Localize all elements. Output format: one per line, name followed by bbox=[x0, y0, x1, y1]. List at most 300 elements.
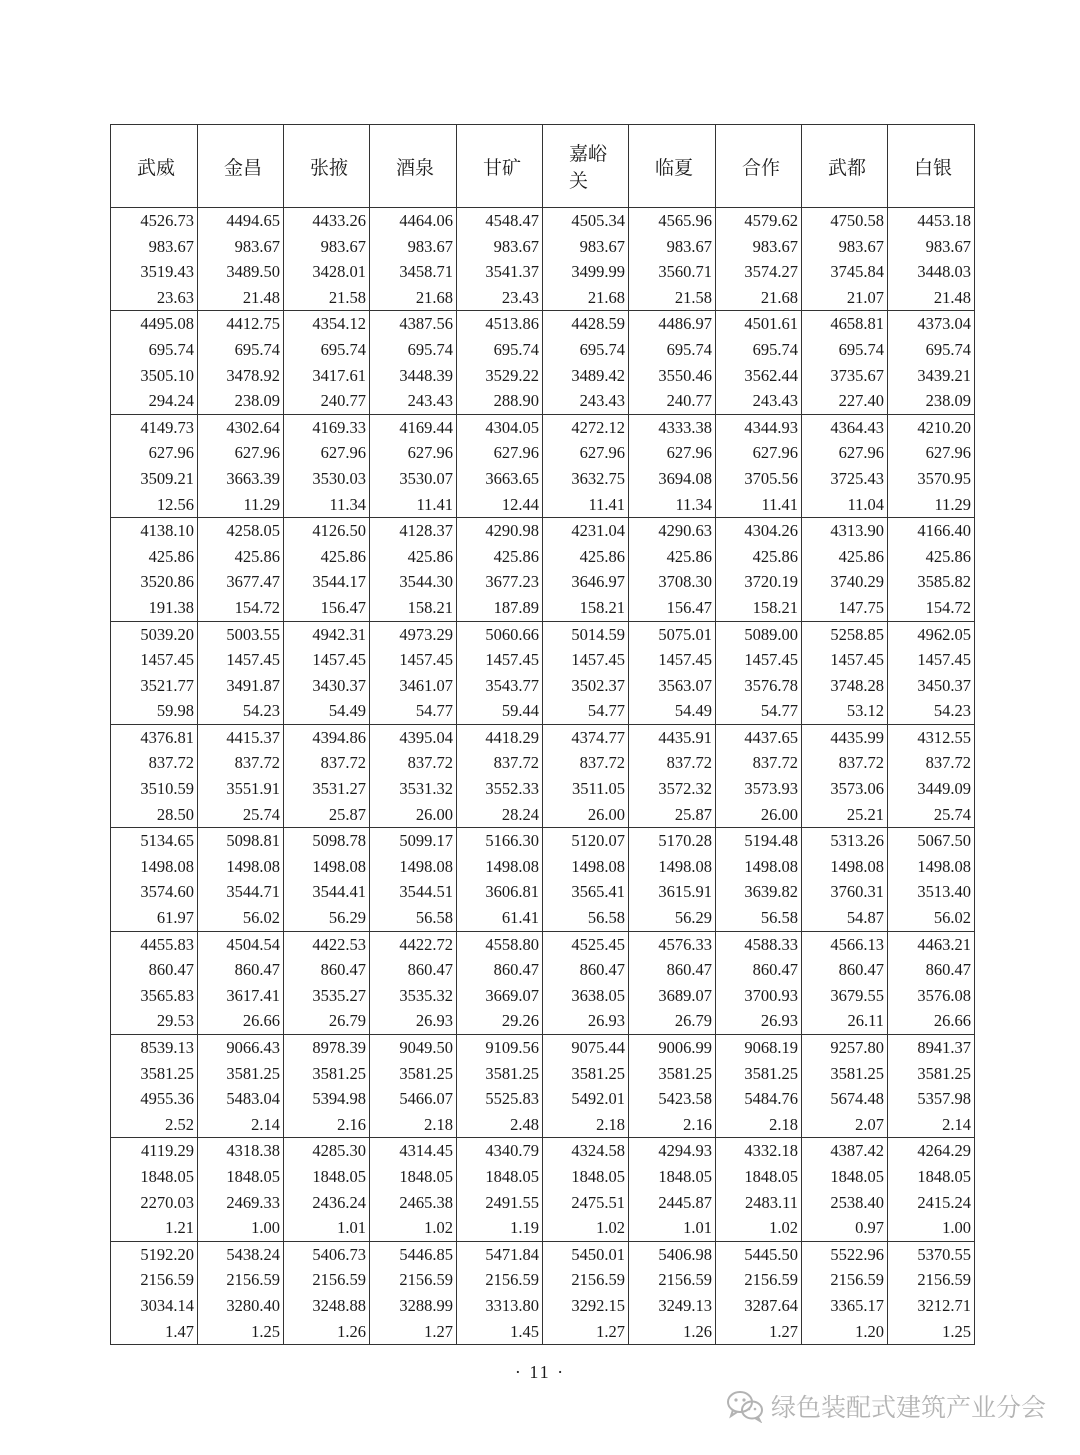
table-cell: 3725.43 bbox=[802, 466, 888, 492]
table-cell: 3638.05 bbox=[543, 983, 629, 1009]
table-cell: 5406.98 bbox=[629, 1241, 716, 1267]
table-row bbox=[111, 854, 975, 880]
table-cell: 5445.50 bbox=[716, 1241, 802, 1267]
table-cell: 5258.85 bbox=[802, 621, 888, 647]
wechat-icon bbox=[725, 1389, 765, 1423]
table-cell: 23.63 bbox=[111, 285, 198, 311]
table-cell: 3489.42 bbox=[543, 363, 629, 389]
table-row bbox=[111, 388, 975, 414]
table-cell: 21.07 bbox=[802, 285, 888, 311]
table-cell: 3509.21 bbox=[111, 466, 198, 492]
table-cell: 3288.99 bbox=[370, 1293, 457, 1319]
table-cell: 4258.05 bbox=[198, 518, 284, 544]
table-row bbox=[111, 1319, 975, 1345]
table-cell: 3489.50 bbox=[198, 259, 284, 285]
table-row bbox=[111, 879, 975, 905]
table-cell: 3581.25 bbox=[284, 1061, 370, 1087]
table-cell: 26.00 bbox=[543, 802, 629, 828]
table-cell: 4312.55 bbox=[888, 724, 975, 750]
table-cell: 4354.12 bbox=[284, 311, 370, 337]
table-cell: 26.79 bbox=[284, 1008, 370, 1034]
table-cell: 3705.56 bbox=[716, 466, 802, 492]
table-cell: 4435.91 bbox=[629, 724, 716, 750]
table-cell: 4324.58 bbox=[543, 1138, 629, 1164]
table-cell: 9049.50 bbox=[370, 1035, 457, 1061]
table-cell: 3520.86 bbox=[111, 569, 198, 595]
table-cell: 1457.45 bbox=[457, 647, 543, 673]
table-cell: 4272.12 bbox=[543, 414, 629, 440]
table-cell: 3581.25 bbox=[543, 1061, 629, 1087]
table-cell: 4304.26 bbox=[716, 518, 802, 544]
table-cell: 2.07 bbox=[802, 1112, 888, 1138]
table-cell: 12.44 bbox=[457, 492, 543, 518]
table-cell: 837.72 bbox=[888, 750, 975, 776]
table-cell: 3740.29 bbox=[802, 569, 888, 595]
table-cell: 4304.05 bbox=[457, 414, 543, 440]
table-cell: 2491.55 bbox=[457, 1190, 543, 1216]
table-cell: 4332.18 bbox=[716, 1138, 802, 1164]
table-cell: 5120.07 bbox=[543, 828, 629, 854]
table-cell: 3531.27 bbox=[284, 776, 370, 802]
column-header: 甘矿 bbox=[457, 125, 543, 208]
table-cell: 4374.77 bbox=[543, 724, 629, 750]
table-row bbox=[111, 595, 975, 621]
table-cell: 983.67 bbox=[716, 234, 802, 260]
table-cell: 4486.97 bbox=[629, 311, 716, 337]
table-cell: 837.72 bbox=[198, 750, 284, 776]
table-row bbox=[111, 466, 975, 492]
table-cell: 4412.75 bbox=[198, 311, 284, 337]
table-cell: 425.86 bbox=[111, 544, 198, 570]
table-row bbox=[111, 440, 975, 466]
table-row bbox=[111, 311, 975, 337]
table-header-row bbox=[111, 125, 975, 208]
table-cell: 3365.17 bbox=[802, 1293, 888, 1319]
table-cell: 3491.87 bbox=[198, 673, 284, 699]
table-cell: 3581.25 bbox=[629, 1061, 716, 1087]
table-cell: 158.21 bbox=[370, 595, 457, 621]
table-row bbox=[111, 1035, 975, 1061]
table-cell: 4433.26 bbox=[284, 208, 370, 234]
table-cell: 627.96 bbox=[716, 440, 802, 466]
table-cell: 26.93 bbox=[716, 1008, 802, 1034]
table-cell: 1.02 bbox=[370, 1215, 457, 1241]
table-cell: 3531.32 bbox=[370, 776, 457, 802]
table-cell: 4658.81 bbox=[802, 311, 888, 337]
table-cell: 860.47 bbox=[370, 957, 457, 983]
table-row bbox=[111, 208, 975, 234]
table-cell: 5166.30 bbox=[457, 828, 543, 854]
table-cell: 860.47 bbox=[716, 957, 802, 983]
table-cell: 5098.81 bbox=[198, 828, 284, 854]
table-cell: 4501.61 bbox=[716, 311, 802, 337]
table-cell: 26.00 bbox=[370, 802, 457, 828]
table-row bbox=[111, 802, 975, 828]
table-cell: 2.14 bbox=[888, 1112, 975, 1138]
table-cell: 3677.23 bbox=[457, 569, 543, 595]
table-cell: 1498.08 bbox=[370, 854, 457, 880]
table-cell: 860.47 bbox=[198, 957, 284, 983]
table-cell: 4973.29 bbox=[370, 621, 457, 647]
table-cell: 4955.36 bbox=[111, 1086, 198, 1112]
table-cell: 5194.48 bbox=[716, 828, 802, 854]
table-cell: 3663.39 bbox=[198, 466, 284, 492]
table-cell: 54.77 bbox=[716, 698, 802, 724]
table-cell: 2436.24 bbox=[284, 1190, 370, 1216]
table-cell: 860.47 bbox=[888, 957, 975, 983]
table-cell: 54.49 bbox=[284, 698, 370, 724]
table-cell: 8941.37 bbox=[888, 1035, 975, 1061]
table-cell: 25.74 bbox=[198, 802, 284, 828]
table-cell: 4128.37 bbox=[370, 518, 457, 544]
table-cell: 2.52 bbox=[111, 1112, 198, 1138]
table-cell: 3565.83 bbox=[111, 983, 198, 1009]
table-cell: 240.77 bbox=[284, 388, 370, 414]
table-cell: 1498.08 bbox=[802, 854, 888, 880]
table-cell: 158.21 bbox=[543, 595, 629, 621]
table-cell: 3511.05 bbox=[543, 776, 629, 802]
table-cell: 5060.66 bbox=[457, 621, 543, 647]
table-cell: 983.67 bbox=[629, 234, 716, 260]
table-cell: 1848.05 bbox=[802, 1164, 888, 1190]
table-cell: 3694.08 bbox=[629, 466, 716, 492]
table-cell: 21.48 bbox=[888, 285, 975, 311]
table-cell: 3585.82 bbox=[888, 569, 975, 595]
table-row bbox=[111, 1138, 975, 1164]
table-cell: 29.53 bbox=[111, 1008, 198, 1034]
table-cell: 9075.44 bbox=[543, 1035, 629, 1061]
table-cell: 26.11 bbox=[802, 1008, 888, 1034]
table-cell: 4344.93 bbox=[716, 414, 802, 440]
table-cell: 837.72 bbox=[543, 750, 629, 776]
table-cell: 1498.08 bbox=[543, 854, 629, 880]
table-cell: 2.48 bbox=[457, 1112, 543, 1138]
table-cell: 2483.11 bbox=[716, 1190, 802, 1216]
table-cell: 4428.59 bbox=[543, 311, 629, 337]
table-cell: 425.86 bbox=[716, 544, 802, 570]
table-cell: 3689.07 bbox=[629, 983, 716, 1009]
table-cell: 3720.19 bbox=[716, 569, 802, 595]
table-cell: 147.75 bbox=[802, 595, 888, 621]
table-cell: 695.74 bbox=[888, 337, 975, 363]
table-cell: 4576.33 bbox=[629, 931, 716, 957]
table-cell: 4942.31 bbox=[284, 621, 370, 647]
table-cell: 627.96 bbox=[111, 440, 198, 466]
table-cell: 3529.22 bbox=[457, 363, 543, 389]
table-cell: 54.23 bbox=[198, 698, 284, 724]
table-cell: 56.02 bbox=[888, 905, 975, 931]
table-cell: 425.86 bbox=[284, 544, 370, 570]
table-cell: 4294.93 bbox=[629, 1138, 716, 1164]
table-cell: 3544.71 bbox=[198, 879, 284, 905]
table-cell: 2156.59 bbox=[111, 1267, 198, 1293]
table-cell: 2538.40 bbox=[802, 1190, 888, 1216]
table-cell: 238.09 bbox=[198, 388, 284, 414]
table-cell: 4962.05 bbox=[888, 621, 975, 647]
table-cell: 288.90 bbox=[457, 388, 543, 414]
table-cell: 3541.37 bbox=[457, 259, 543, 285]
table-cell: 3563.07 bbox=[629, 673, 716, 699]
table-row bbox=[111, 544, 975, 570]
table-cell: 5313.26 bbox=[802, 828, 888, 854]
table-cell: 4548.47 bbox=[457, 208, 543, 234]
table-cell: 243.43 bbox=[716, 388, 802, 414]
table-cell: 3034.14 bbox=[111, 1293, 198, 1319]
table-cell: 3581.25 bbox=[802, 1061, 888, 1087]
table-cell: 983.67 bbox=[111, 234, 198, 260]
table-cell: 1457.45 bbox=[284, 647, 370, 673]
table-cell: 9257.80 bbox=[802, 1035, 888, 1061]
table-cell: 5446.85 bbox=[370, 1241, 457, 1267]
watermark-text: 绿色装配式建筑产业分会 bbox=[770, 1393, 1046, 1422]
table-cell: 1848.05 bbox=[716, 1164, 802, 1190]
table-cell: 5394.98 bbox=[284, 1086, 370, 1112]
table-row bbox=[111, 492, 975, 518]
table-cell: 2270.03 bbox=[111, 1190, 198, 1216]
table-cell: 3760.31 bbox=[802, 879, 888, 905]
table-cell: 2156.59 bbox=[629, 1267, 716, 1293]
table-cell: 54.49 bbox=[629, 698, 716, 724]
table-cell: 1498.08 bbox=[457, 854, 543, 880]
table-cell: 26.66 bbox=[198, 1008, 284, 1034]
table-cell: 4340.79 bbox=[457, 1138, 543, 1164]
table-cell: 1848.05 bbox=[543, 1164, 629, 1190]
table-cell: 3550.46 bbox=[629, 363, 716, 389]
table-cell: 2156.59 bbox=[802, 1267, 888, 1293]
table-row bbox=[111, 1008, 975, 1034]
table-cell: 425.86 bbox=[543, 544, 629, 570]
table-cell: 21.48 bbox=[198, 285, 284, 311]
table-cell: 3646.97 bbox=[543, 569, 629, 595]
table-cell: 25.87 bbox=[629, 802, 716, 828]
table-cell: 156.47 bbox=[284, 595, 370, 621]
table-cell: 8978.39 bbox=[284, 1035, 370, 1061]
table-cell: 154.72 bbox=[198, 595, 284, 621]
table-cell: 2.18 bbox=[370, 1112, 457, 1138]
table-row bbox=[111, 983, 975, 1009]
column-header: 武都 bbox=[802, 125, 888, 208]
table-cell: 1848.05 bbox=[198, 1164, 284, 1190]
table-row bbox=[111, 1241, 975, 1267]
table-cell: 3573.93 bbox=[716, 776, 802, 802]
table-cell: 1.45 bbox=[457, 1319, 543, 1345]
table-cell: 1.26 bbox=[629, 1319, 716, 1345]
table-cell: 4169.44 bbox=[370, 414, 457, 440]
table-cell: 695.74 bbox=[716, 337, 802, 363]
table-cell: 1.00 bbox=[198, 1215, 284, 1241]
table-cell: 26.79 bbox=[629, 1008, 716, 1034]
table-row bbox=[111, 828, 975, 854]
table-cell: 56.02 bbox=[198, 905, 284, 931]
table-cell: 5471.84 bbox=[457, 1241, 543, 1267]
table-body bbox=[111, 208, 975, 1345]
table-cell: 26.93 bbox=[543, 1008, 629, 1034]
table-cell: 4314.45 bbox=[370, 1138, 457, 1164]
table-cell: 1.00 bbox=[888, 1215, 975, 1241]
table-cell: 54.23 bbox=[888, 698, 975, 724]
table-cell: 4558.80 bbox=[457, 931, 543, 957]
table-row bbox=[111, 621, 975, 647]
table-cell: 4453.18 bbox=[888, 208, 975, 234]
column-header: 金昌 bbox=[198, 125, 284, 208]
table-cell: 3572.32 bbox=[629, 776, 716, 802]
table-cell: 4290.98 bbox=[457, 518, 543, 544]
table-cell: 1498.08 bbox=[888, 854, 975, 880]
column-header: 嘉峪关 bbox=[543, 125, 629, 208]
table-cell: 3700.93 bbox=[716, 983, 802, 1009]
table-cell: 860.47 bbox=[543, 957, 629, 983]
table-cell: 3617.41 bbox=[198, 983, 284, 1009]
table-cell: 187.89 bbox=[457, 595, 543, 621]
table-row bbox=[111, 647, 975, 673]
table-cell: 1848.05 bbox=[111, 1164, 198, 1190]
table-cell: 25.21 bbox=[802, 802, 888, 828]
table-cell: 3708.30 bbox=[629, 569, 716, 595]
table-cell: 695.74 bbox=[629, 337, 716, 363]
table-cell: 5075.01 bbox=[629, 621, 716, 647]
column-header: 合作 bbox=[716, 125, 802, 208]
table-cell: 4333.38 bbox=[629, 414, 716, 440]
table-cell: 4290.63 bbox=[629, 518, 716, 544]
table-row bbox=[111, 569, 975, 595]
table-cell: 3576.78 bbox=[716, 673, 802, 699]
table-cell: 1.01 bbox=[284, 1215, 370, 1241]
table-cell: 2156.59 bbox=[457, 1267, 543, 1293]
column-header: 酒泉 bbox=[370, 125, 457, 208]
table-cell: 3458.71 bbox=[370, 259, 457, 285]
table-cell: 695.74 bbox=[802, 337, 888, 363]
table-cell: 158.21 bbox=[716, 595, 802, 621]
table-cell: 3663.65 bbox=[457, 466, 543, 492]
table-cell: 4376.81 bbox=[111, 724, 198, 750]
table-cell: 4504.54 bbox=[198, 931, 284, 957]
table-cell: 26.66 bbox=[888, 1008, 975, 1034]
table-cell: 4579.62 bbox=[716, 208, 802, 234]
table-cell: 3735.67 bbox=[802, 363, 888, 389]
table-cell: 4231.04 bbox=[543, 518, 629, 544]
table-cell: 3510.59 bbox=[111, 776, 198, 802]
table-cell: 1498.08 bbox=[111, 854, 198, 880]
table-cell: 61.97 bbox=[111, 905, 198, 931]
table-cell: 56.29 bbox=[284, 905, 370, 931]
table-cell: 627.96 bbox=[629, 440, 716, 466]
table-cell: 3677.47 bbox=[198, 569, 284, 595]
table-cell: 3574.60 bbox=[111, 879, 198, 905]
table-cell: 4435.99 bbox=[802, 724, 888, 750]
table-cell: 627.96 bbox=[457, 440, 543, 466]
table-cell: 12.56 bbox=[111, 492, 198, 518]
table-cell: 3552.33 bbox=[457, 776, 543, 802]
table-cell: 2156.59 bbox=[888, 1267, 975, 1293]
table-cell: 238.09 bbox=[888, 388, 975, 414]
table-cell: 5134.65 bbox=[111, 828, 198, 854]
table-cell: 29.26 bbox=[457, 1008, 543, 1034]
table-cell: 837.72 bbox=[284, 750, 370, 776]
table-cell: 1848.05 bbox=[888, 1164, 975, 1190]
table-cell: 1.19 bbox=[457, 1215, 543, 1241]
table-cell: 3448.39 bbox=[370, 363, 457, 389]
table-cell: 3248.88 bbox=[284, 1293, 370, 1319]
table-cell: 4119.29 bbox=[111, 1138, 198, 1164]
table-cell: 3439.21 bbox=[888, 363, 975, 389]
table-cell: 2156.59 bbox=[284, 1267, 370, 1293]
table-row bbox=[111, 957, 975, 983]
table-cell: 2156.59 bbox=[370, 1267, 457, 1293]
table-cell: 1.20 bbox=[802, 1319, 888, 1345]
table-cell: 3581.25 bbox=[111, 1061, 198, 1087]
table-cell: 2469.33 bbox=[198, 1190, 284, 1216]
table-cell: 5357.98 bbox=[888, 1086, 975, 1112]
table-cell: 11.34 bbox=[284, 492, 370, 518]
table-cell: 860.47 bbox=[802, 957, 888, 983]
table-cell: 3562.44 bbox=[716, 363, 802, 389]
table-cell: 8539.13 bbox=[111, 1035, 198, 1061]
table-cell: 243.43 bbox=[370, 388, 457, 414]
table-cell: 4513.86 bbox=[457, 311, 543, 337]
table-cell: 3581.25 bbox=[888, 1061, 975, 1087]
table-cell: 1.47 bbox=[111, 1319, 198, 1345]
table-cell: 3535.32 bbox=[370, 983, 457, 1009]
table-cell: 56.58 bbox=[543, 905, 629, 931]
table-cell: 154.72 bbox=[888, 595, 975, 621]
table-cell: 5484.76 bbox=[716, 1086, 802, 1112]
table-cell: 56.29 bbox=[629, 905, 716, 931]
table-cell: 5522.96 bbox=[802, 1241, 888, 1267]
table-cell: 1457.45 bbox=[802, 647, 888, 673]
table-cell: 3544.17 bbox=[284, 569, 370, 595]
table-cell: 3581.25 bbox=[370, 1061, 457, 1087]
table-cell: 3478.92 bbox=[198, 363, 284, 389]
table-cell: 4588.33 bbox=[716, 931, 802, 957]
table-cell: 4138.10 bbox=[111, 518, 198, 544]
table-cell: 4463.21 bbox=[888, 931, 975, 957]
table-cell: 3499.99 bbox=[543, 259, 629, 285]
table-cell: 5674.48 bbox=[802, 1086, 888, 1112]
table-cell: 860.47 bbox=[457, 957, 543, 983]
table-cell: 3513.40 bbox=[888, 879, 975, 905]
table-cell: 4566.13 bbox=[802, 931, 888, 957]
table-cell: 4418.29 bbox=[457, 724, 543, 750]
table-cell: 2475.51 bbox=[543, 1190, 629, 1216]
table-cell: 11.34 bbox=[629, 492, 716, 518]
table-row bbox=[111, 259, 975, 285]
table-cell: 4750.58 bbox=[802, 208, 888, 234]
table-cell: 1.27 bbox=[543, 1319, 629, 1345]
table-cell: 837.72 bbox=[370, 750, 457, 776]
table-cell: 4394.86 bbox=[284, 724, 370, 750]
table-cell: 9068.19 bbox=[716, 1035, 802, 1061]
table-cell: 3292.15 bbox=[543, 1293, 629, 1319]
table-cell: 3544.51 bbox=[370, 879, 457, 905]
table-cell: 860.47 bbox=[629, 957, 716, 983]
table-cell: 2.18 bbox=[543, 1112, 629, 1138]
table-cell: 3502.37 bbox=[543, 673, 629, 699]
table-cell: 4415.37 bbox=[198, 724, 284, 750]
table-cell: 695.74 bbox=[543, 337, 629, 363]
table-cell: 3287.64 bbox=[716, 1293, 802, 1319]
table-cell: 11.41 bbox=[370, 492, 457, 518]
table-cell: 3748.28 bbox=[802, 673, 888, 699]
table-cell: 3581.25 bbox=[198, 1061, 284, 1087]
table-cell: 9066.43 bbox=[198, 1035, 284, 1061]
table-cell: 2156.59 bbox=[198, 1267, 284, 1293]
table-cell: 1457.45 bbox=[716, 647, 802, 673]
table-cell: 5099.17 bbox=[370, 828, 457, 854]
table-cell: 425.86 bbox=[198, 544, 284, 570]
table-row bbox=[111, 1112, 975, 1138]
table-cell: 3280.40 bbox=[198, 1293, 284, 1319]
table-cell: 4437.65 bbox=[716, 724, 802, 750]
